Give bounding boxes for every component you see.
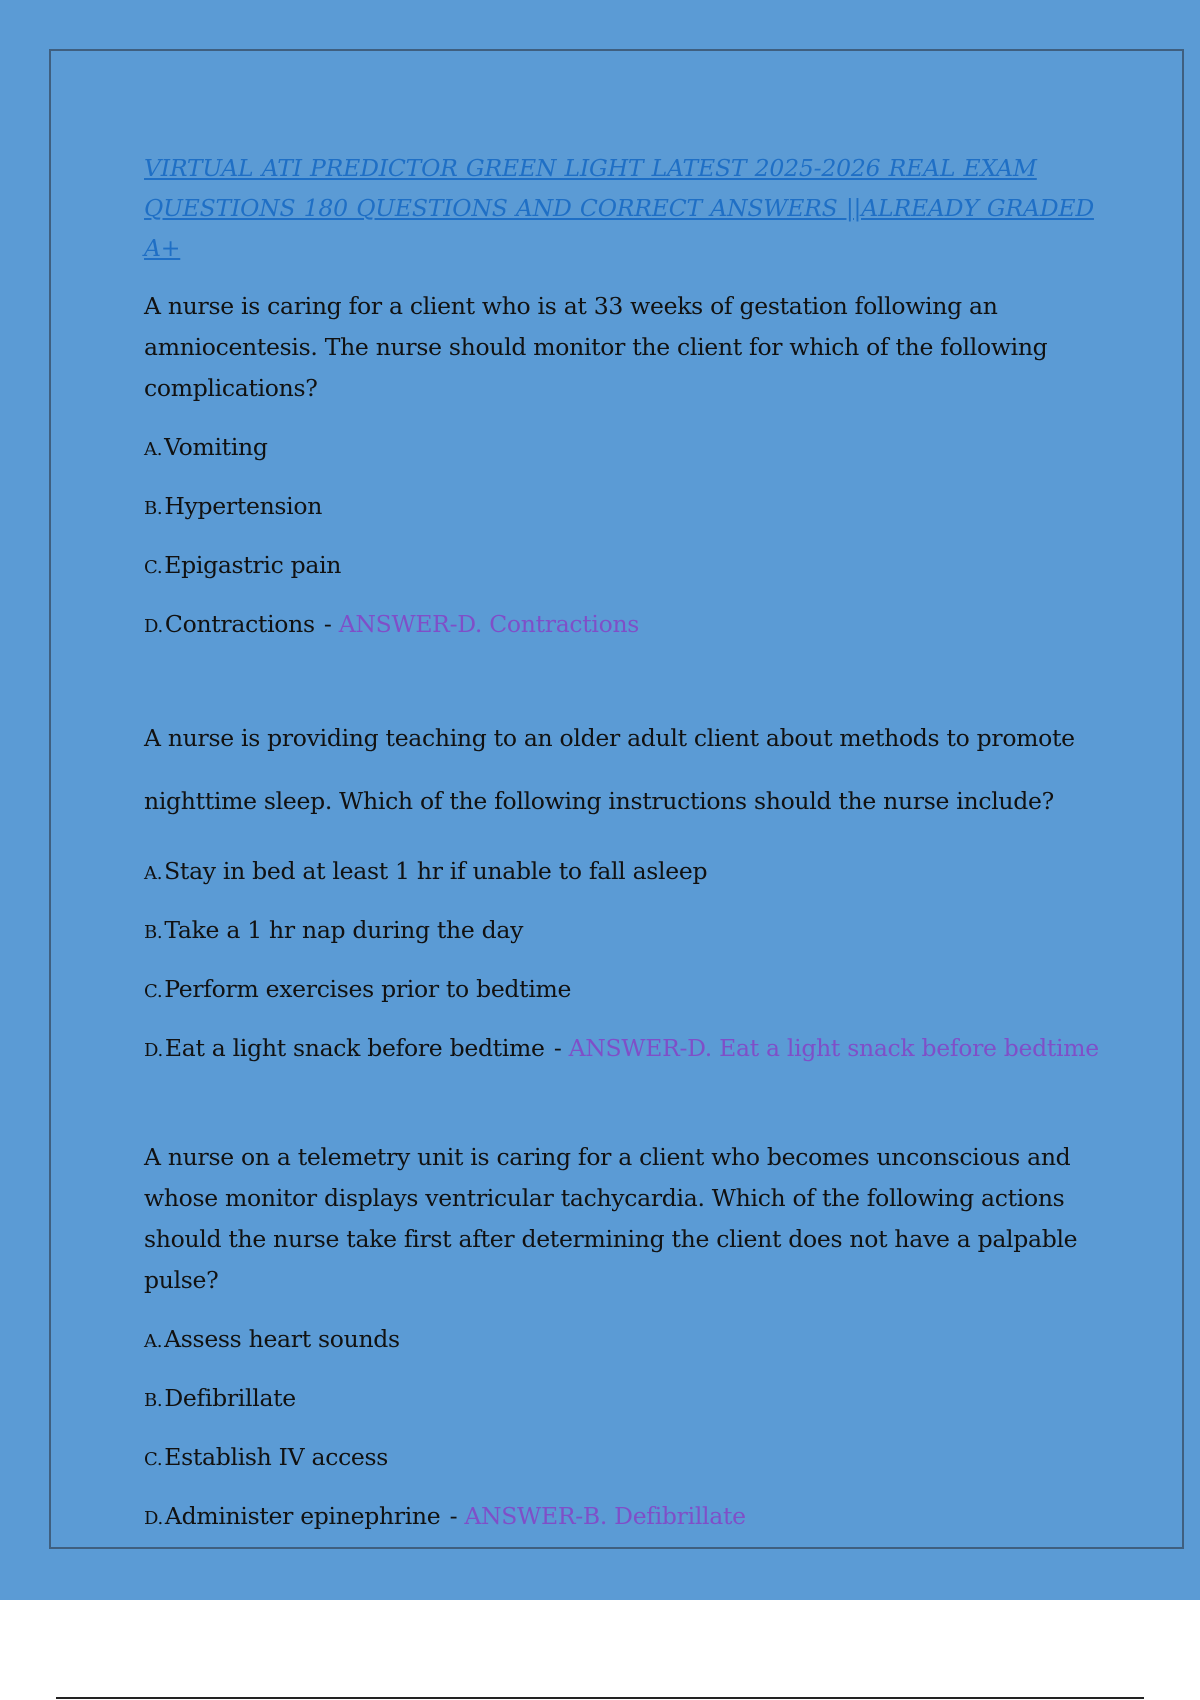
footer-divider [56,1697,1144,1699]
question-text: A nurse on a telemetry unit is caring for a client who becomes unconscious and whose monitor displays ventricular tachycardia. Which of the following actions should the nurse take first after determining the client does not have a palpable pulse? [144,1143,1078,1294]
question-3 [144,1137,1104,1547]
option-b [144,1370,1104,1429]
document-content [144,148,1104,1547]
option-text: Hypertension [164,492,323,520]
option-letter: D. [144,1508,163,1529]
option-letter: B. [144,1390,163,1411]
option-text: Stay in bed at least 1 hr if unable to fall asleep [164,857,708,885]
option-letter: B. [144,498,163,519]
option-text: Contractions [164,610,315,638]
option-d [144,1020,1104,1079]
option-b [144,478,1104,537]
option-text: Take a 1 hr nap during the day [164,916,524,944]
option-text: Vomiting [164,433,268,461]
option-list [144,419,1104,655]
option-letter: C. [144,981,163,1002]
option-text: Administer epinephrine [164,1502,441,1530]
option-c [144,537,1104,596]
option-d [144,1488,1104,1547]
option-c [144,1429,1104,1488]
option-list [144,1311,1104,1547]
option-letter: C. [144,1449,163,1470]
option-letter: B. [144,922,163,943]
question-1 [144,286,1104,655]
option-a [144,419,1104,478]
answer-key: ANSWER-B. Defibrillate [464,1502,746,1530]
option-b [144,902,1104,961]
answer-separator: - [449,1502,458,1530]
option-a [144,843,1104,902]
option-text: Establish IV access [164,1443,389,1471]
option-list [144,843,1104,1079]
answer-key: ANSWER-D. Contractions [338,610,640,638]
option-letter: A. [144,863,163,884]
option-text: Epigastric pain [164,551,342,579]
option-d [144,596,1104,655]
option-letter: A. [144,1331,163,1352]
option-text: Defibrillate [164,1384,296,1412]
option-a [144,1311,1104,1370]
option-text: Assess heart sounds [164,1325,400,1353]
option-letter: A. [144,439,163,460]
question-text: A nurse is providing teaching to an older adult client about methods to promote nighttime sleep. Which of the following instructions should the nurse include? [144,724,1075,815]
option-text: Eat a light snack before bedtime [164,1034,545,1062]
option-letter: D. [144,616,163,637]
option-letter: D. [144,1040,163,1061]
question-text: A nurse is caring for a client who is at 33 weeks of gestation following an amniocentesis. The nurse should monitor the client for which of the following complications? [144,292,1048,402]
question-2 [144,707,1104,1079]
answer-separator: - [323,610,332,638]
option-c [144,961,1104,1020]
option-letter: C. [144,557,163,578]
document-title-link[interactable]: VIRTUAL ATI PREDICTOR GREEN LIGHT LATEST 2025-2026 REAL EXAM QUESTIONS 180 QUESTIONS AND CORRECT ANSWERS ||ALREADY GRADED A+ [144,154,1094,262]
answer-key: ANSWER-D. Eat a light snack before bedtime [568,1034,1099,1062]
option-text: Perform exercises prior to bedtime [164,975,572,1003]
answer-separator: - [553,1034,562,1062]
